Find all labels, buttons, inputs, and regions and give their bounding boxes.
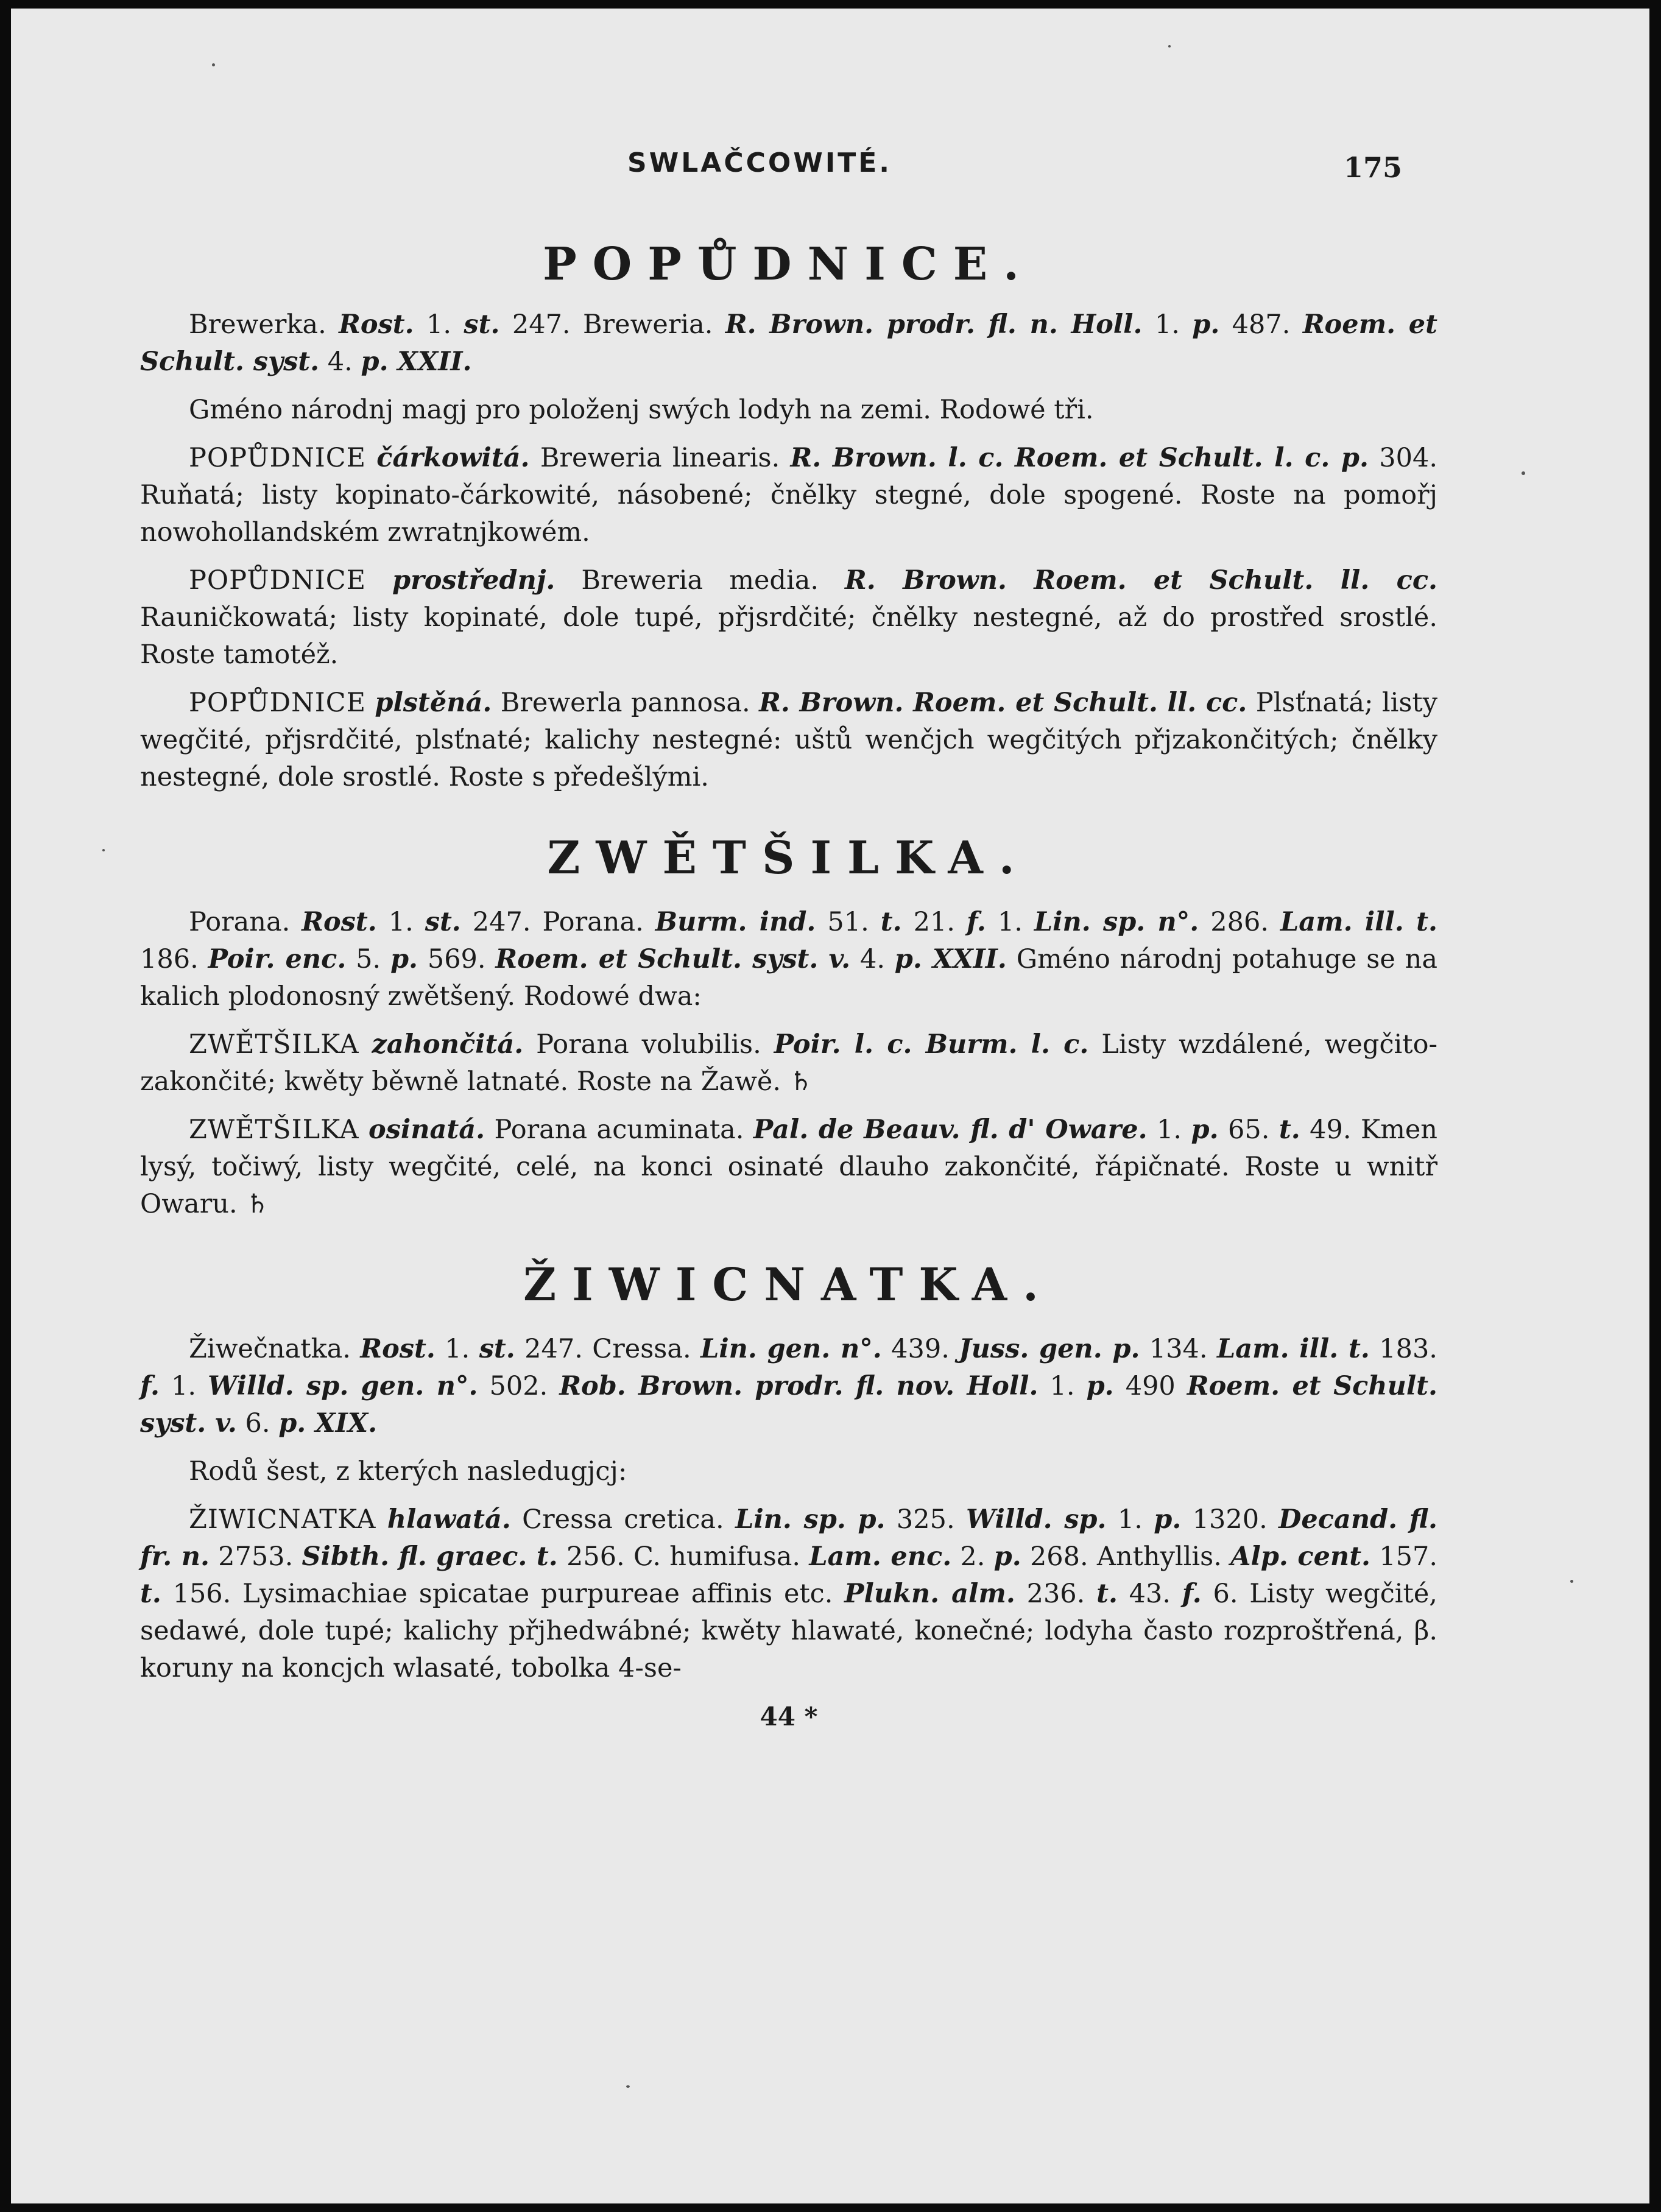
text-block [140, 240, 1437, 1735]
text-run: 490 [1113, 1371, 1187, 1401]
paragraph [140, 1111, 1437, 1223]
text-run: 21. [901, 907, 967, 937]
species-name: ZWĚTŠILKA [189, 1115, 359, 1145]
paragraph [140, 562, 1437, 674]
text-run: Breweria linearis. [529, 443, 791, 473]
text-run: Rauničkowatá; listy kopinaté, dole tupé, přjsrdčité; čnělky nestegné, až do prostřed srostlé. Roste tamotéž. [140, 602, 1437, 670]
text-run: 65. [1218, 1115, 1279, 1145]
text-run [376, 1504, 387, 1535]
text-run: 247. Breweria. [499, 309, 725, 340]
bibliographic-reference: Rost. [339, 309, 414, 340]
species-name: ŽIWICNATKA [189, 1504, 376, 1535]
bibliographic-reference: Poir. l. c. Burm. l. c. [774, 1029, 1089, 1060]
bibliographic-reference: st. [425, 907, 461, 937]
bibliographic-reference: f. [966, 907, 986, 937]
text-run: 1. [1038, 1371, 1087, 1401]
bibliographic-reference: Burm. ind. [655, 907, 816, 937]
bibliographic-reference: p. XXII. [894, 944, 1007, 974]
bibliographic-reference: Rost. [360, 1334, 436, 1364]
bibliographic-reference: p. [1154, 1504, 1182, 1535]
paragraph [140, 306, 1437, 381]
text-run: 134. [1140, 1334, 1217, 1364]
text-run: Breweria media. [555, 565, 845, 596]
bibliographic-reference: zahončitá. [372, 1029, 524, 1060]
text-run: Gméno národnj potahuge se na kalich plodonosný zwětšený. Rodowé dwa: [140, 944, 1437, 1012]
text-run: Listy wzdálené, wegčito-zakončité; kwěty běwně latnaté. Roste na Žawě. ♄ [140, 1029, 1437, 1097]
bibliographic-reference: Lin. sp. p. [735, 1504, 886, 1535]
bibliographic-reference: Roem. et Schult. syst. [140, 309, 1437, 377]
text-run: 51. [816, 907, 881, 937]
paragraph [140, 1501, 1437, 1687]
bibliographic-reference: Plukn. alm. [844, 1579, 1015, 1609]
scan-speck [102, 849, 105, 851]
text-run [359, 1115, 369, 1145]
paragraph [140, 904, 1437, 1015]
genus-title: ZWĚTŠILKA. [547, 832, 1031, 884]
species-name: POPŮDNICE [189, 688, 366, 718]
bibliographic-reference: Roem. et Schult. syst. v. [140, 1371, 1438, 1439]
text-run: Gméno národnj magj pro položenj swých lodyh na zemi. Rodowé tři. [189, 395, 1094, 425]
text-run: 1. [159, 1371, 208, 1401]
bibliographic-reference: f. [140, 1371, 160, 1401]
text-run: 1. [435, 1334, 479, 1364]
bibliographic-reference: Willd. sp. gen. n°. [208, 1371, 478, 1401]
text-run: Brewerka. [189, 309, 339, 340]
bibliographic-reference: osinatá. [369, 1115, 485, 1145]
bibliographic-reference: Lin. sp. n°. [1034, 907, 1199, 937]
text-run: 186. [140, 944, 208, 974]
text-run: 325. [885, 1504, 966, 1535]
scan-speck [1570, 1580, 1573, 1583]
text-run [366, 565, 392, 596]
text-run: 1. [1147, 1115, 1191, 1145]
text-run: 49. Kmen lysý, točiwý, listy wegčité, celé, na konci osinaté dlauho zakončité, řápičnaté. Roste u wnitř Owaru. ♄ [140, 1115, 1437, 1219]
paragraph [140, 392, 1437, 429]
book-page [11, 9, 1649, 2203]
text-run: 183. [1369, 1334, 1437, 1364]
bibliographic-reference: prostřednj. [392, 565, 555, 596]
species-name: POPŮDNICE [189, 565, 366, 596]
paragraph [140, 685, 1437, 796]
text-run: 236. [1015, 1579, 1097, 1609]
bibliographic-reference: t. [1278, 1115, 1300, 1145]
bibliographic-reference: Lam. enc. [809, 1541, 952, 1572]
text-run: Porana acuminata. [485, 1115, 753, 1145]
text-run: 1. [1142, 309, 1193, 340]
bibliographic-reference: čárkowitá. [376, 443, 530, 473]
bibliographic-reference: Lam. ill. t. [1217, 1334, 1370, 1364]
text-run [366, 688, 375, 718]
text-run: 304. Ruňatá; listy kopinato-čárkowité, násobené; čnělky stegné, dole spogené. Roste na pomořj nowohollandském zwratnjkowém. [140, 443, 1437, 548]
bibliographic-reference: t. [1096, 1579, 1118, 1609]
bibliographic-reference: p. [1086, 1371, 1114, 1401]
bibliographic-reference: Rost. [302, 907, 377, 937]
bibliographic-reference: t. [140, 1579, 161, 1609]
text-run: 1. [1106, 1504, 1154, 1535]
text-run: Porana volubilis. [523, 1029, 774, 1060]
scan-speck [212, 63, 215, 66]
text-run: 1. [414, 309, 464, 340]
bibliographic-reference: R. Brown. l. c. Roem. et Schult. l. c. p. [790, 443, 1369, 473]
bibliographic-reference: Decand. fl. fr. n. [140, 1504, 1438, 1572]
text-run: 569. [418, 944, 496, 974]
text-run: 43. [1117, 1579, 1182, 1609]
text-run: 1. [376, 907, 425, 937]
text-run: Porana. [189, 907, 302, 937]
bibliographic-reference: p. XXII. [361, 347, 472, 377]
species-name: ZWĚTŠILKA [189, 1029, 359, 1060]
bibliographic-reference: Poir. enc. [208, 944, 347, 974]
text-run [359, 1029, 372, 1060]
text-run: Plsťnatá; listy wegčité, přjsrdčité, plsťnaté; kalichy nestegné: uštů wenčjch wegčitých přjzakončitých; čnělky nestegné, dole srostlé. Roste s předešlými. [140, 688, 1438, 792]
text-run: 5. [346, 944, 390, 974]
text-run: 502. [478, 1371, 560, 1401]
text-run: Brewerla pannosa. [492, 688, 760, 718]
scan-speck [626, 2085, 630, 2088]
text-run: 2. [951, 1541, 994, 1572]
page-number: 175 [1344, 151, 1403, 184]
text-run: 247. Porana. [460, 907, 655, 937]
bibliographic-reference: t. [880, 907, 902, 937]
species-name: POPŮDNICE [189, 443, 366, 473]
bibliographic-reference: Lin. gen. n°. [700, 1334, 882, 1364]
bibliographic-reference: p. [993, 1541, 1021, 1572]
bibliographic-reference: R. Brown. Roem. et Schult. ll. cc. [845, 565, 1438, 596]
text-run: 1. [986, 907, 1034, 937]
text-run: 6. Listy wegčité, sedawé, dole tupé; kalichy přjhedwábné; kwěty hlawaté, konečné; lodyha často rozproštřená, β. koruny na koncjch wlasaté, tobolka 4-se- [140, 1579, 1437, 1683]
text-run: 156. Lysimachiae spicatae purpureae affinis etc. [161, 1579, 845, 1609]
bibliographic-reference: p. [390, 944, 418, 974]
paragraph [140, 1331, 1437, 1442]
bibliographic-reference: R. Brown. prodr. fl. n. Holl. [725, 309, 1143, 340]
bibliographic-reference: p. [1192, 309, 1220, 340]
running-title: SWLAČCOWITÉ. [627, 147, 892, 178]
signature-mark: 44 * [760, 1702, 818, 1731]
bibliographic-reference: st. [479, 1334, 515, 1364]
text-run: 256. C. humifusa. [557, 1541, 809, 1572]
bibliographic-reference: p. [1191, 1115, 1219, 1145]
text-run: 1320. [1181, 1504, 1279, 1535]
bibliographic-reference: Alp. cent. [1230, 1541, 1371, 1572]
bibliographic-reference: R. Brown. Roem. et Schult. ll. cc. [759, 688, 1247, 718]
bibliographic-reference: Lam. ill. t. [1280, 907, 1437, 937]
scan-speck [1168, 45, 1171, 48]
scan-speck [1522, 471, 1525, 475]
bibliographic-reference: f. [1182, 1579, 1202, 1609]
genus-title: POPŮDNICE. [543, 238, 1035, 291]
text-run: 6. [236, 1408, 279, 1439]
bibliographic-reference: p. XIX. [278, 1408, 378, 1439]
paragraph [140, 1453, 1437, 1490]
bibliographic-reference: Rob. Brown. prodr. fl. nov. Holl. [559, 1371, 1039, 1401]
text-run: Rodů šest, z kterých nasledugjcj: [189, 1456, 627, 1487]
text-run: 487. [1219, 309, 1303, 340]
text-run: Cressa cretica. [510, 1504, 736, 1535]
text-run: 4. [850, 944, 895, 974]
text-run: 4. [319, 347, 361, 377]
text-run [366, 443, 376, 473]
text-run: 157. [1370, 1541, 1438, 1572]
bibliographic-reference: st. [464, 309, 500, 340]
paragraph [140, 1026, 1437, 1101]
bibliographic-reference: Pal. de Beauv. fl. d' Oware. [753, 1115, 1148, 1145]
text-run: 2753. [209, 1541, 302, 1572]
text-run: 247. Cressa. [515, 1334, 701, 1364]
genus-title: ŽIWICNATKA. [523, 1259, 1054, 1311]
text-run: 286. [1199, 907, 1280, 937]
bibliographic-reference: Roem. et Schult. syst. v. [495, 944, 851, 974]
bibliographic-reference: Sibth. fl. graec. t. [302, 1541, 558, 1572]
paragraph [140, 440, 1437, 551]
bibliographic-reference: plstěná. [375, 688, 492, 718]
bibliographic-reference: Willd. sp. [965, 1504, 1107, 1535]
bibliographic-reference: Juss. gen. p. [959, 1334, 1140, 1364]
text-run: Žiwečnatka. [189, 1334, 361, 1364]
text-run: 439. [881, 1334, 959, 1364]
bibliographic-reference: hlawatá. [387, 1504, 511, 1535]
text-run: 268. Anthyllis. [1021, 1541, 1231, 1572]
